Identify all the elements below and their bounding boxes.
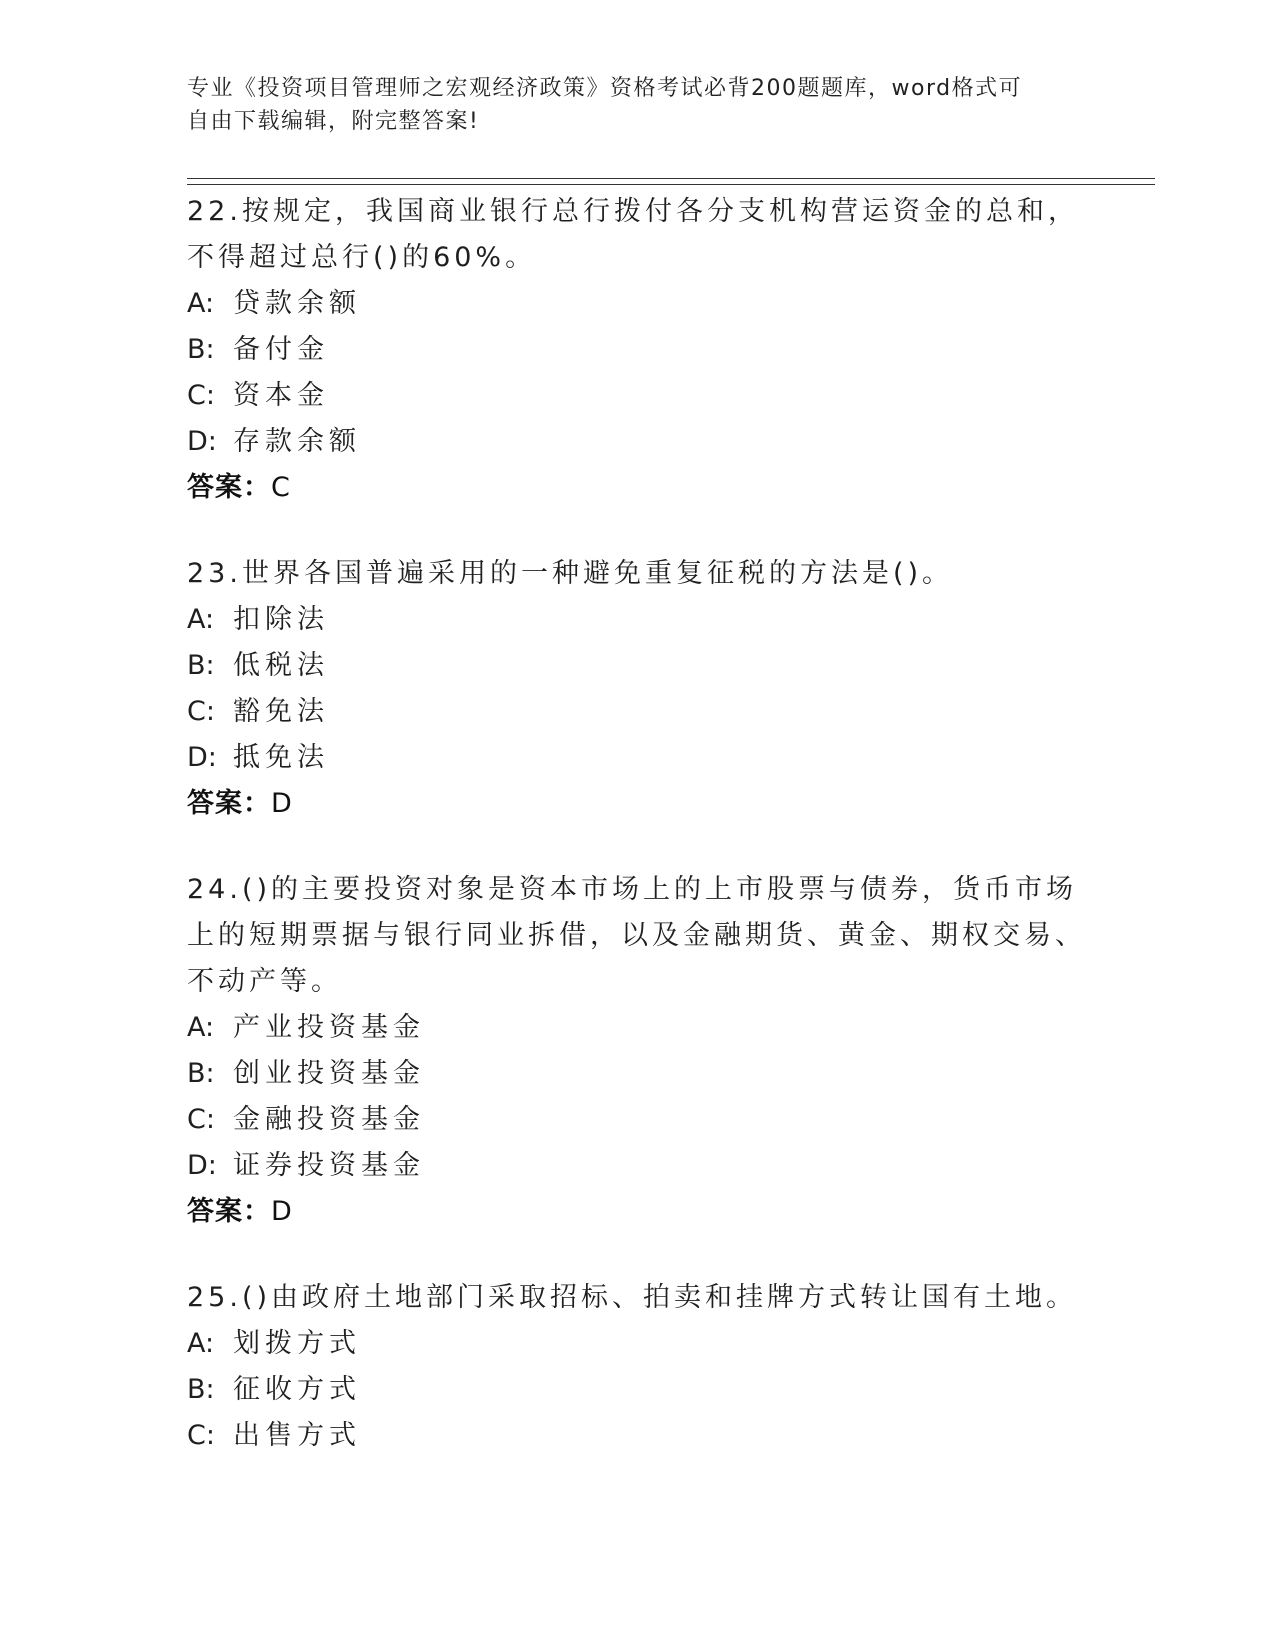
option-letter: A: <box>187 604 215 635</box>
question-text: 22.按规定，我国商业银行总行拨付各分支机构营运资金的总和，不得超过总行()的60%。 <box>187 196 1079 273</box>
option-d <box>187 735 1087 781</box>
option-c <box>187 1413 1087 1459</box>
option-a <box>187 597 1087 643</box>
option-letter: B: <box>187 1374 215 1405</box>
answer-label: 答案： <box>187 788 271 819</box>
option-letter: B: <box>187 650 215 681</box>
answer-line <box>187 465 1087 511</box>
option-text: 创业投资基金 <box>233 1058 425 1089</box>
option-letter: C: <box>187 380 215 411</box>
option-c <box>187 373 1087 419</box>
option-d <box>187 419 1087 465</box>
option-text: 证券投资基金 <box>233 1150 425 1181</box>
option-letter: A: <box>187 1012 215 1043</box>
option-text: 出售方式 <box>233 1420 361 1451</box>
header-divider-bottom <box>187 184 1155 185</box>
answer-line <box>187 781 1087 827</box>
question-23 <box>187 551 1087 827</box>
option-text: 征收方式 <box>233 1374 361 1405</box>
question-22 <box>187 189 1087 511</box>
header-line-2: 自由下载编辑，附完整答案! <box>187 109 480 134</box>
option-text: 抵免法 <box>233 742 329 773</box>
option-b <box>187 1367 1087 1413</box>
question-text: 23.世界各国普遍采用的一种避免重复征税的方法是()。 <box>187 558 954 589</box>
option-a <box>187 1005 1087 1051</box>
answer-label: 答案： <box>187 472 271 503</box>
answer-value: D <box>271 1196 293 1227</box>
option-text: 金融投资基金 <box>233 1104 425 1135</box>
question-25 <box>187 1275 1087 1459</box>
option-b <box>187 327 1087 373</box>
question-text: 24.()的主要投资对象是资本市场上的上市股票与债券，货币市场上的短期票据与银行同业拆借，以及金融期货、黄金、期权交易、不动产等。 <box>187 874 1086 997</box>
answer-value: C <box>271 472 291 503</box>
option-text: 划拨方式 <box>233 1328 361 1359</box>
option-letter: B: <box>187 334 215 365</box>
document-header <box>187 72 1067 138</box>
option-letter: A: <box>187 288 215 319</box>
answer-value: D <box>271 788 293 819</box>
answer-line <box>187 1189 1087 1235</box>
option-text: 资本金 <box>233 380 329 411</box>
option-letter: C: <box>187 696 215 727</box>
option-c <box>187 689 1087 735</box>
header-line-1: 专业《投资项目管理师之宏观经济政策》资格考试必背200题题库，word格式可 <box>187 76 1023 101</box>
option-text: 贷款余额 <box>233 288 361 319</box>
option-c <box>187 1097 1087 1143</box>
option-text: 备付金 <box>233 334 329 365</box>
question-list <box>187 189 1087 1499</box>
option-letter: D: <box>187 742 217 773</box>
option-b <box>187 643 1087 689</box>
header-divider-top <box>187 178 1155 179</box>
option-letter: D: <box>187 1150 217 1181</box>
option-text: 存款余额 <box>233 426 361 457</box>
answer-label: 答案： <box>187 1196 271 1227</box>
option-letter: D: <box>187 426 217 457</box>
option-text: 低税法 <box>233 650 329 681</box>
option-text: 产业投资基金 <box>233 1012 425 1043</box>
option-letter: C: <box>187 1420 215 1451</box>
question-24 <box>187 867 1087 1235</box>
option-text: 扣除法 <box>233 604 329 635</box>
option-letter: C: <box>187 1104 215 1135</box>
option-a <box>187 1321 1087 1367</box>
question-text: 25.()由政府土地部门采取招标、拍卖和挂牌方式转让国有土地。 <box>187 1282 1078 1313</box>
option-b <box>187 1051 1087 1097</box>
option-letter: A: <box>187 1328 215 1359</box>
option-a <box>187 281 1087 327</box>
option-letter: B: <box>187 1058 215 1089</box>
option-text: 豁免法 <box>233 696 329 727</box>
option-d <box>187 1143 1087 1189</box>
